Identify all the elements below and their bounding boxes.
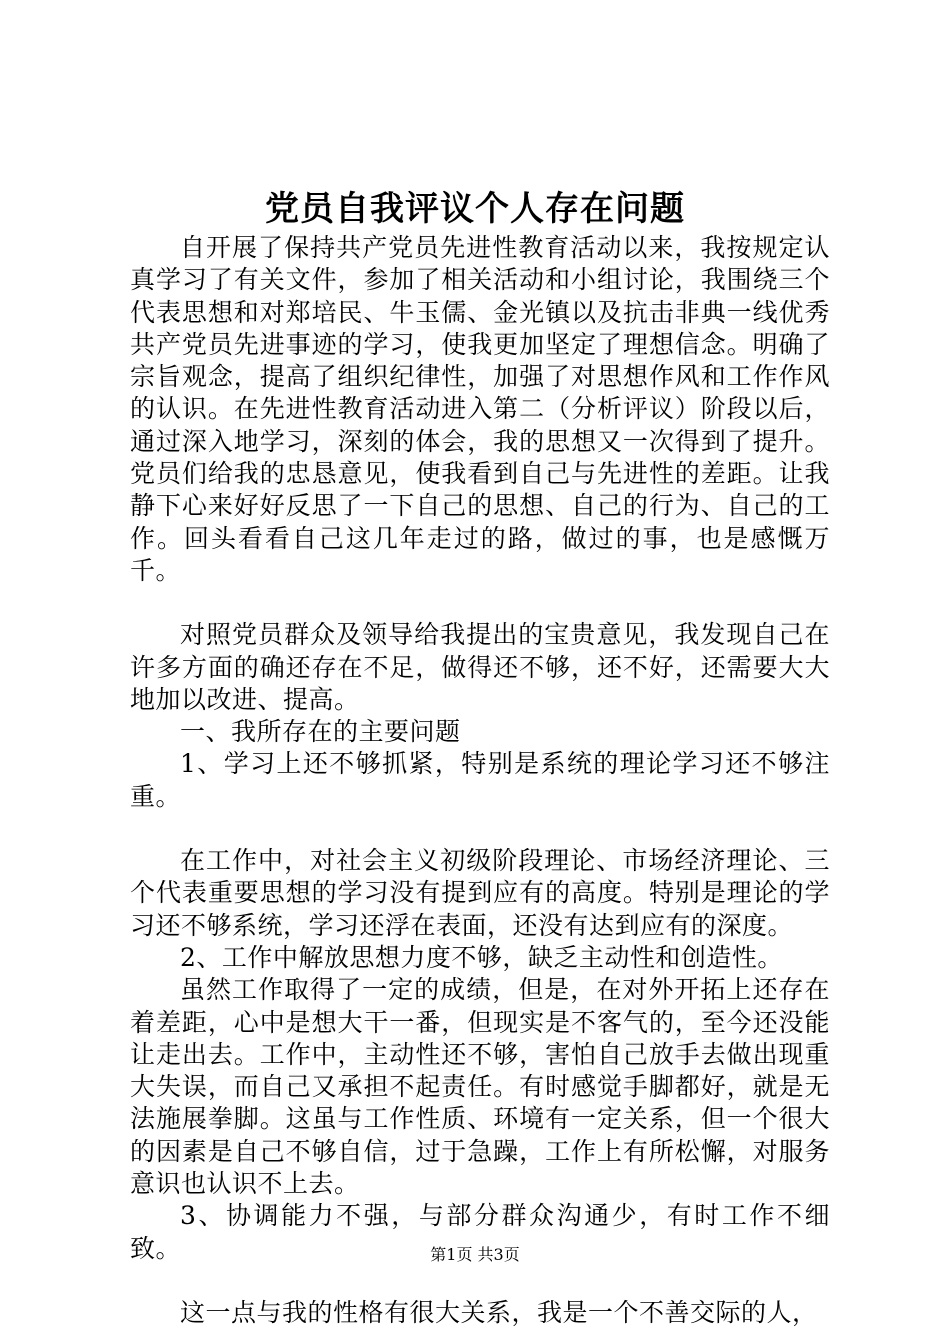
paragraph-problem-3-detail: 这一点与我的性格有很大关系，我是一个不善交际的人， [180,1297,818,1327]
document-title: 党员自我评议个人存在问题 [265,189,685,229]
problem-heading-2: 2、工作中解放思想力度不够，缺乏主动性和创造性。 [180,942,783,972]
paragraph-intro: 自开展了保持共产党员先进性教育活动以来，我按规定认真学习了有关文件，参加了相关活动和小组讨论，我围绕三个代表思想和对郑培民、牛玉儒、金光镇以及抗击非典一线优秀共产党员先进事迹的学习，使我更加坚定了理想信念。明确了宗旨观念，提高了组织纪律性，加强了对思想作风和工作作风的认识。在先进性教育活动进入第二（分析评议）阶段以后，通过深入地学习，深刻的体会，我的思想又一次得到了提升。党员们给我的忠恳意见，使我看到自己与先进性的差距。让我静下心来好好反思了一下自己的思想、自己的行为、自己的工作。回头看看自己这几年走过的路，做过的事，也是感慨万千。 [130,233,830,585]
paragraph-spacer [130,587,830,619]
section-heading-main-problems: 一、我所存在的主要问题 [180,717,461,747]
paragraph-spacer [130,1265,830,1297]
paragraph-opinions: 对照党员群众及领导给我提出的宝贵意见，我发现自己在许多方面的确还存在不足，做得还不够，还不好，还需要大大地加以改进、提高。 [130,620,830,714]
problem-heading-3: 3、协调能力不强，与部分群众沟通少，有时工作不细致。 [130,1201,830,1263]
problem-heading-1: 1、学习上还不够抓紧，特别是系统的理论学习还不够注重。 [130,749,830,811]
paragraph-spacer [130,813,830,845]
document-body [130,232,830,1329]
paragraph-problem-2-detail: 虽然工作取得了一定的成绩，但是，在对外开拓上还存在着差距，心中是想大干一番，但现实是不客气的，至今还没能让走出去。工作中，主动性还不够，害怕自己放手去做出现重大失误，而自己又承担不起责任。有时感觉手脚都好，就是无法施展拳脚。这虽与工作性质、环境有一定关系，但一个很大的因素是自己不够自信，过于急躁，工作上有所松懈，对服务意识也认识不上去。 [130,975,830,1199]
paragraph-problem-1-detail: 在工作中，对社会主义初级阶段理论、市场经济理论、三个代表重要思想的学习没有提到应有的高度。特别是理论的学习还不够系统，学习还浮在表面，还没有达到应有的深度。 [130,846,830,940]
page-footer: 第1页 共3页 [430,1245,520,1264]
